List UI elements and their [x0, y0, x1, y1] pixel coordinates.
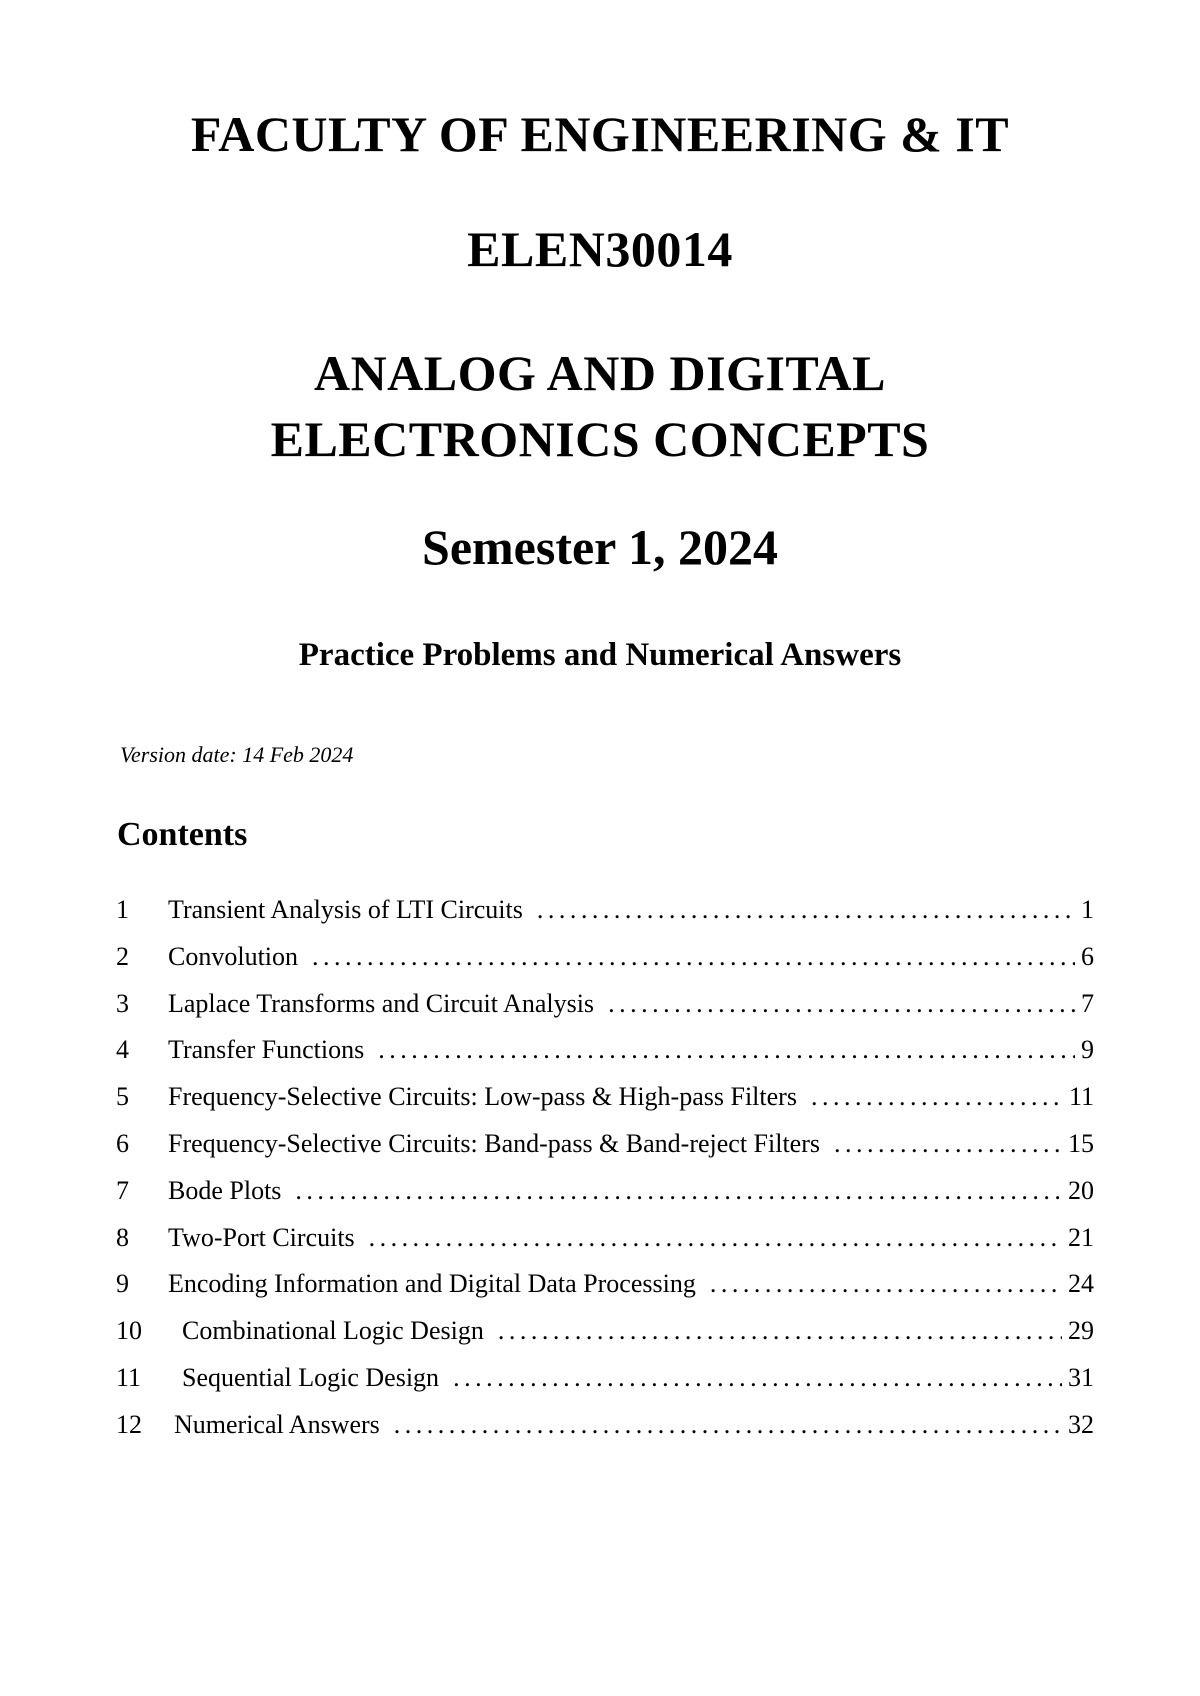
toc-entry-title[interactable]: Two-Port Circuits [168, 1222, 355, 1252]
toc-entry-title[interactable]: Combinational Logic Design [182, 1316, 484, 1346]
toc-entry-page[interactable]: 20 [1068, 1175, 1094, 1205]
toc-entry-number: 5 [116, 1082, 129, 1112]
toc-entry[interactable] [116, 942, 1094, 989]
toc-entry[interactable] [116, 1082, 1094, 1129]
toc-entry-number: 2 [116, 941, 129, 971]
toc-entry-title[interactable]: Transient Analysis of LTI Circuits [168, 895, 523, 924]
toc-entry-title[interactable]: Bode Plots [168, 1175, 282, 1205]
course-title-line-1: ANALOG AND DIGITAL [313, 345, 887, 401]
toc-entry-title[interactable]: Numerical Answers [174, 1409, 380, 1439]
toc-entry[interactable] [116, 1410, 1094, 1457]
course-title-line-2: ELECTRONICS CONCEPTS [270, 411, 930, 467]
toc-entry-number: 3 [116, 988, 129, 1018]
toc-entry-page[interactable]: 32 [1068, 1409, 1094, 1439]
toc-entry-number: 6 [116, 1128, 129, 1158]
toc-entry[interactable] [116, 1035, 1094, 1082]
toc-entry[interactable] [116, 1176, 1094, 1223]
toc-entry-page[interactable]: 31 [1068, 1362, 1094, 1392]
toc-entry-number: 4 [116, 1035, 129, 1065]
toc-entry-number: 10 [116, 1316, 142, 1346]
course-title [0, 340, 1200, 472]
toc-entry-number: 12 [116, 1409, 142, 1439]
toc-entry-title[interactable]: Frequency-Selective Circuits: Low-pass & High-pass Filters [168, 1082, 797, 1112]
toc-entry-page[interactable]: 6 [1081, 941, 1094, 971]
course-code: ELEN30014 [467, 221, 733, 277]
toc-leader-dots [537, 895, 1075, 925]
toc-entry-title[interactable]: Frequency-Selective Circuits: Band-pass & Band-reject Filters [168, 1128, 820, 1158]
toc-entry-page[interactable]: 29 [1068, 1316, 1094, 1346]
semester-label: Semester 1, 2024 [422, 519, 778, 575]
toc-leader-dots [312, 942, 1075, 972]
toc-leader-dots [369, 1223, 1062, 1253]
toc-entry-page[interactable]: 9 [1081, 1035, 1094, 1065]
version-date: Version date: 14 Feb 2024 [120, 742, 354, 767]
toc-entry-number: 11 [116, 1362, 142, 1392]
toc-entry-number: 1 [116, 895, 129, 924]
toc-entry-title[interactable]: Encoding Information and Digital Data Processing [168, 1269, 696, 1299]
table-of-contents [116, 895, 1094, 1457]
toc-entry[interactable] [116, 989, 1094, 1036]
toc-entry-page[interactable]: 21 [1068, 1222, 1094, 1252]
toc-leader-dots [295, 1176, 1062, 1206]
toc-leader-dots [834, 1129, 1062, 1159]
toc-entry[interactable] [116, 1269, 1094, 1316]
toc-entry[interactable] [116, 1129, 1094, 1176]
toc-entry-number: 8 [116, 1222, 129, 1252]
faculty-heading: FACULTY OF ENGINEERING & IT [190, 106, 1010, 162]
contents-heading: Contents [117, 816, 248, 853]
toc-entry-title[interactable]: Convolution [168, 941, 299, 971]
toc-entry-page[interactable]: 24 [1068, 1269, 1094, 1299]
toc-leader-dots [453, 1363, 1062, 1393]
toc-entry-page[interactable]: 7 [1081, 988, 1094, 1018]
toc-entry[interactable] [116, 895, 1094, 942]
toc-entry[interactable] [116, 1316, 1094, 1363]
toc-entry-page[interactable]: 11 [1068, 1082, 1094, 1112]
toc-entry-title[interactable]: Transfer Functions [168, 1035, 365, 1065]
toc-entry-number: 9 [116, 1269, 129, 1299]
toc-entry-page[interactable]: 15 [1068, 1128, 1094, 1158]
toc-leader-dots [608, 989, 1075, 1019]
toc-entry-title[interactable]: Laplace Transforms and Circuit Analysis [168, 988, 595, 1018]
toc-entry-title[interactable]: Sequential Logic Design [182, 1362, 440, 1392]
toc-leader-dots [394, 1410, 1062, 1440]
toc-entry[interactable] [116, 1363, 1094, 1410]
toc-entry-page[interactable]: 1 [1081, 895, 1094, 924]
toc-leader-dots [710, 1269, 1062, 1299]
toc-entry[interactable] [116, 1223, 1094, 1270]
toc-leader-dots [378, 1035, 1075, 1065]
toc-entry-number: 7 [116, 1175, 129, 1205]
toc-leader-dots [811, 1082, 1063, 1112]
document-subtitle: Practice Problems and Numerical Answers [298, 637, 902, 673]
toc-leader-dots [498, 1316, 1062, 1346]
